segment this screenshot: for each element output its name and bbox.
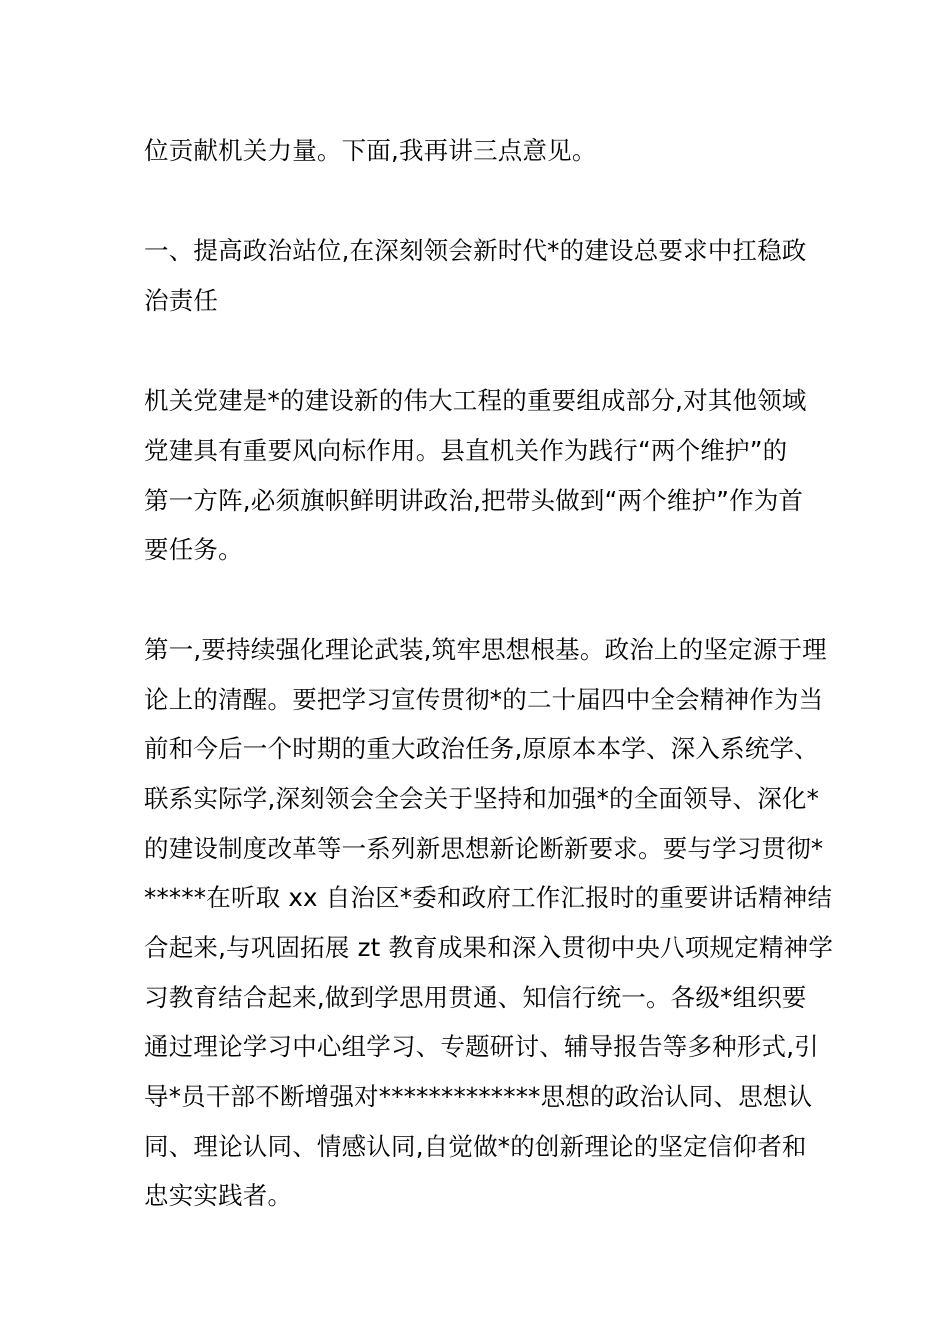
paragraph-line: 合起来,与巩固拓展 zt 教育成果和深入贯彻中央八项规定精神学 (144, 933, 834, 962)
paragraph-line: *****在听取 xx 自治区*委和政府工作汇报时的重要讲话精神结 (144, 883, 833, 912)
paragraph-line: 导*员干部不断增强对*************思想的政治认同、思想认 (144, 1082, 813, 1111)
paragraph-line: 通过理论学习中心组学习、专题研讨、辅导报告等多种形式,引 (144, 1032, 819, 1061)
paragraph-line: 同、理论认同、情感认同,自觉做*的创新理论的坚定信仰者和 (144, 1132, 807, 1161)
section-heading-line: 一、提高政治站位,在深刻领会新时代*的建设总要求中扛稳政 (144, 236, 807, 265)
paragraph-line: 忠实实践者。 (144, 1181, 293, 1210)
paragraph-line: 位贡献机关力量。下面,我再讲三点意见。 (144, 136, 597, 165)
paragraph-line: 的建设制度改革等一系列新思想新论断新要求。要与学习贯彻* (144, 834, 824, 863)
paragraph-line: 机关党建是*的建设新的伟大工程的重要组成部分,对其他领域 (144, 386, 807, 415)
section-heading-line: 治责任 (144, 286, 219, 315)
paragraph-line: 党建具有重要风向标作用。县直机关作为践行“两个维护”的 (144, 436, 788, 465)
paragraph-line: 第一,要持续强化理论武装,筑牢思想根基。政治上的坚定源于理 (144, 635, 827, 664)
paragraph-line: 第一方阵,必须旗帜鲜明讲政治,把带头做到“两个维护”作为首 (144, 486, 804, 515)
paragraph-line: 习教育结合起来,做到学思用贯通、知信行统一。各级*组织要 (144, 983, 807, 1012)
paragraph-line: 前和今后一个时期的重大政治任务,原原本本学、深入系统学、 (144, 734, 819, 763)
paragraph-line: 联系实际学,深刻领会全会关于坚持和加强*的全面领导、深化* (144, 784, 820, 813)
paragraph-line: 论上的清醒。要把学习宣传贯彻*的二十届四中全会精神作为当 (144, 685, 824, 714)
paragraph-line: 要任务。 (144, 535, 243, 564)
